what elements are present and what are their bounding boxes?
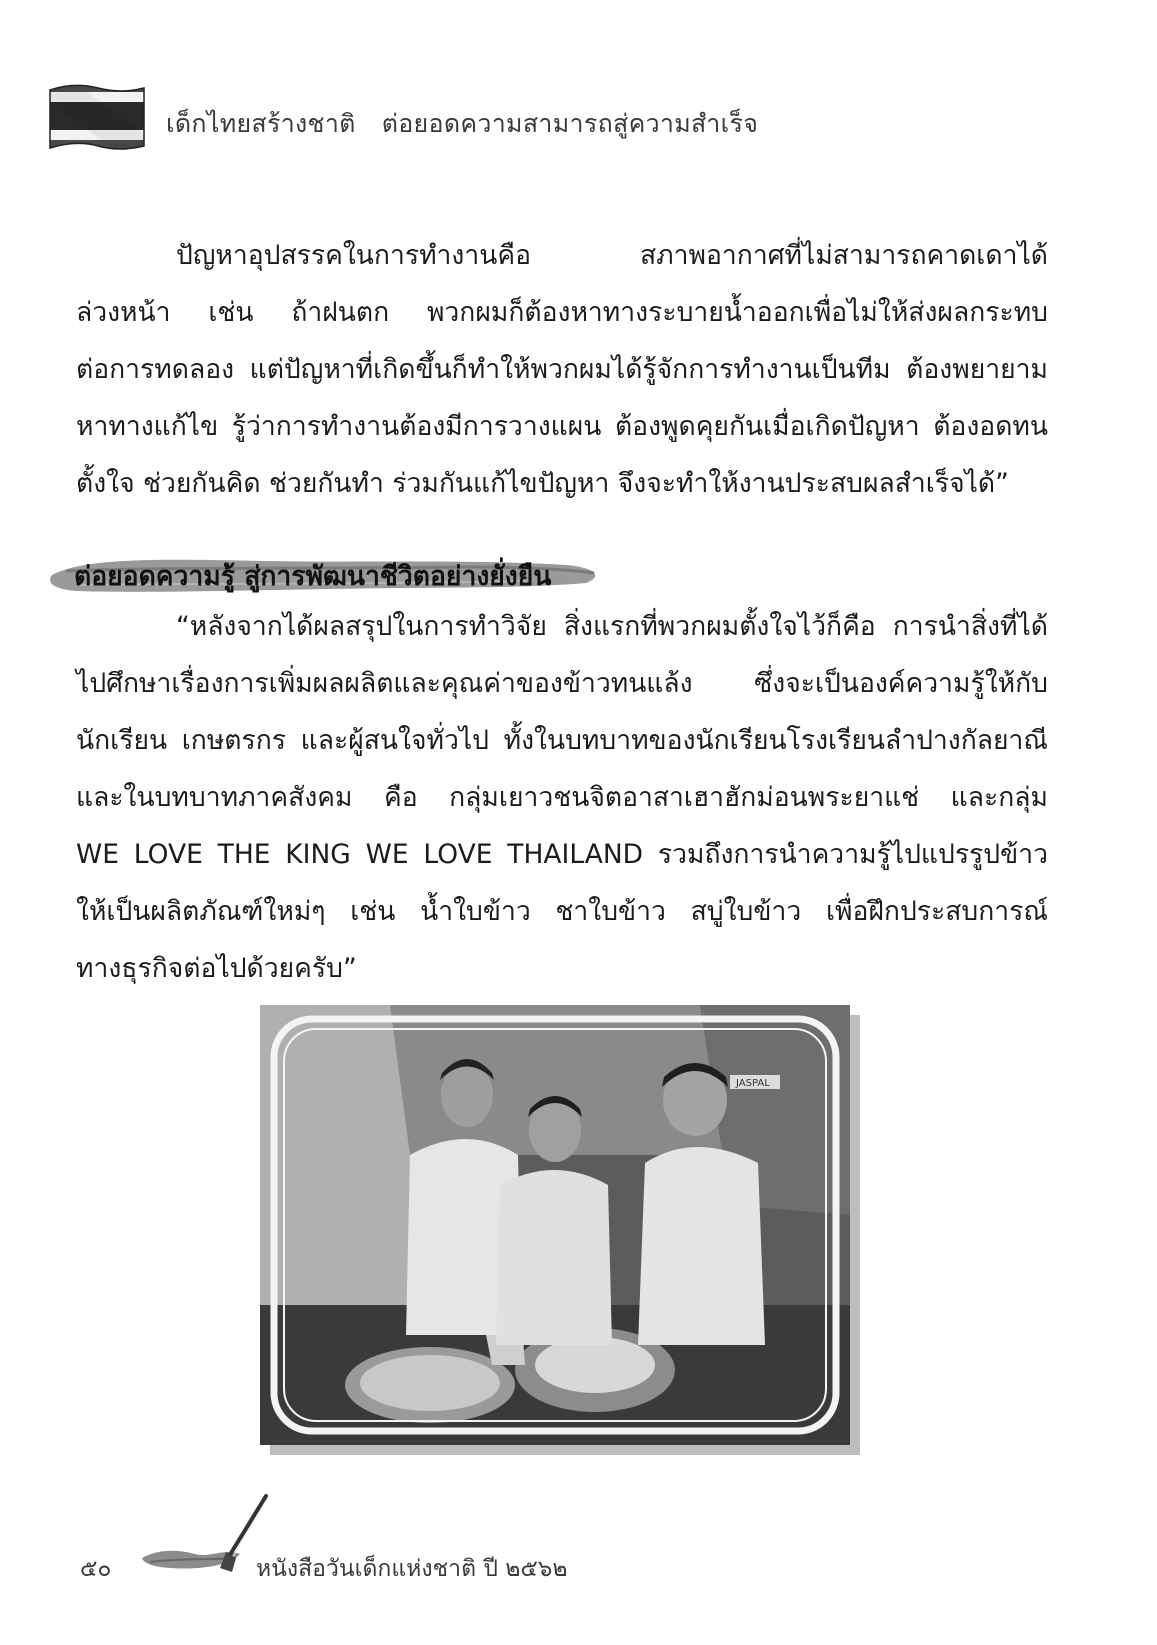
header-title-part2: ต่อยอดความสามารถสู่ความสำเร็จ xyxy=(381,109,759,138)
paragraph-line: หาทางแก้ไข รู้ว่าการทำงานต้องมีการวางแผน ต้องพูดคุยกันเมื่อเกิดปัญหา ต้องอดทน xyxy=(76,411,1048,442)
paragraph-line: ล่วงหน้า เช่น ถ้าฝนตก พวกผมก็ต้องหาทางระบายน้ำออกเพื่อไม่ให้ส่งผลกระทบ xyxy=(76,297,1048,328)
paragraph-line: ต่อการทดลอง แต่ปัญหาที่เกิดขึ้นก็ทำให้พวกผมได้รู้จักการทำงานเป็นทีม ต้องพยายาม xyxy=(76,354,1048,385)
section-heading xyxy=(46,545,606,601)
header-title xyxy=(166,104,758,144)
thai-flag-icon xyxy=(48,82,146,154)
students-photo xyxy=(260,1005,865,1460)
paragraph-line: WE LOVE THE KING WE LOVE THAILAND รวมถึงการนำความรู้ไปแปรรูปข้าว xyxy=(76,839,1048,870)
paragraph-line: และในบทบาทภาคสังคม คือ กลุ่มเยาวชนจิตอาสาเฮาฮักม่อนพระยาแช่ และกลุ่ม xyxy=(76,782,1048,813)
paragraph-line: ให้เป็นผลิตภัณฑ์ใหม่ๆ เช่น น้ำใบข้าว ชาใบข้าว สบู่ใบข้าว เพื่อฝึกประสบการณ์ xyxy=(76,896,1048,927)
paragraph-line: ทางธุรกิจต่อไปด้วยครับ” xyxy=(76,953,357,984)
header-title-part1: เด็กไทยสร้างชาติ xyxy=(166,109,356,138)
paragraph-line: “หลังจากได้ผลสรุปในการทำวิจัย สิ่งแรกที่พวกผมตั้งใจไว้ก็คือ การนำสิ่งที่ได้ xyxy=(176,611,1048,642)
paragraph-line: ปัญหาอุปสรรคในการทำงานคือ สภาพอากาศที่ไม่สามารถคาดเดาได้ xyxy=(176,240,1048,271)
paragraph-line: ไปศึกษาเรื่องการเพิ่มผลผลิตและคุณค่าของข้าวทนแล้ง ซึ่งจะเป็นองค์ความรู้ให้กับ xyxy=(76,668,1048,699)
paragraph-line: ตั้งใจ ช่วยกันคิด ช่วยกันทำ ร่วมกันแก้ไขปัญหา จึงจะทำให้งานประสบผลสำเร็จได้” xyxy=(76,468,1009,499)
footer-book-title: หนังสือวันเด็กแห่งชาติ ปี ๒๕๖๒ xyxy=(256,1556,568,1582)
photo-sign-text: JASPAL xyxy=(736,1078,770,1089)
page-number: ๕๐ xyxy=(80,1556,112,1582)
section-heading-text: ต่อยอดความรู้ สู่การพัฒนาชีวิตอย่างยั่งยืน xyxy=(74,561,552,592)
paragraph-line: นักเรียน เกษตรกร และผู้สนใจทั่วไป ทั้งในบทบาทของนักเรียนโรงเรียนลำปางกัลยาณี xyxy=(76,725,1048,756)
paragraph-1 xyxy=(76,227,1048,512)
paragraph-2 xyxy=(76,598,1048,997)
